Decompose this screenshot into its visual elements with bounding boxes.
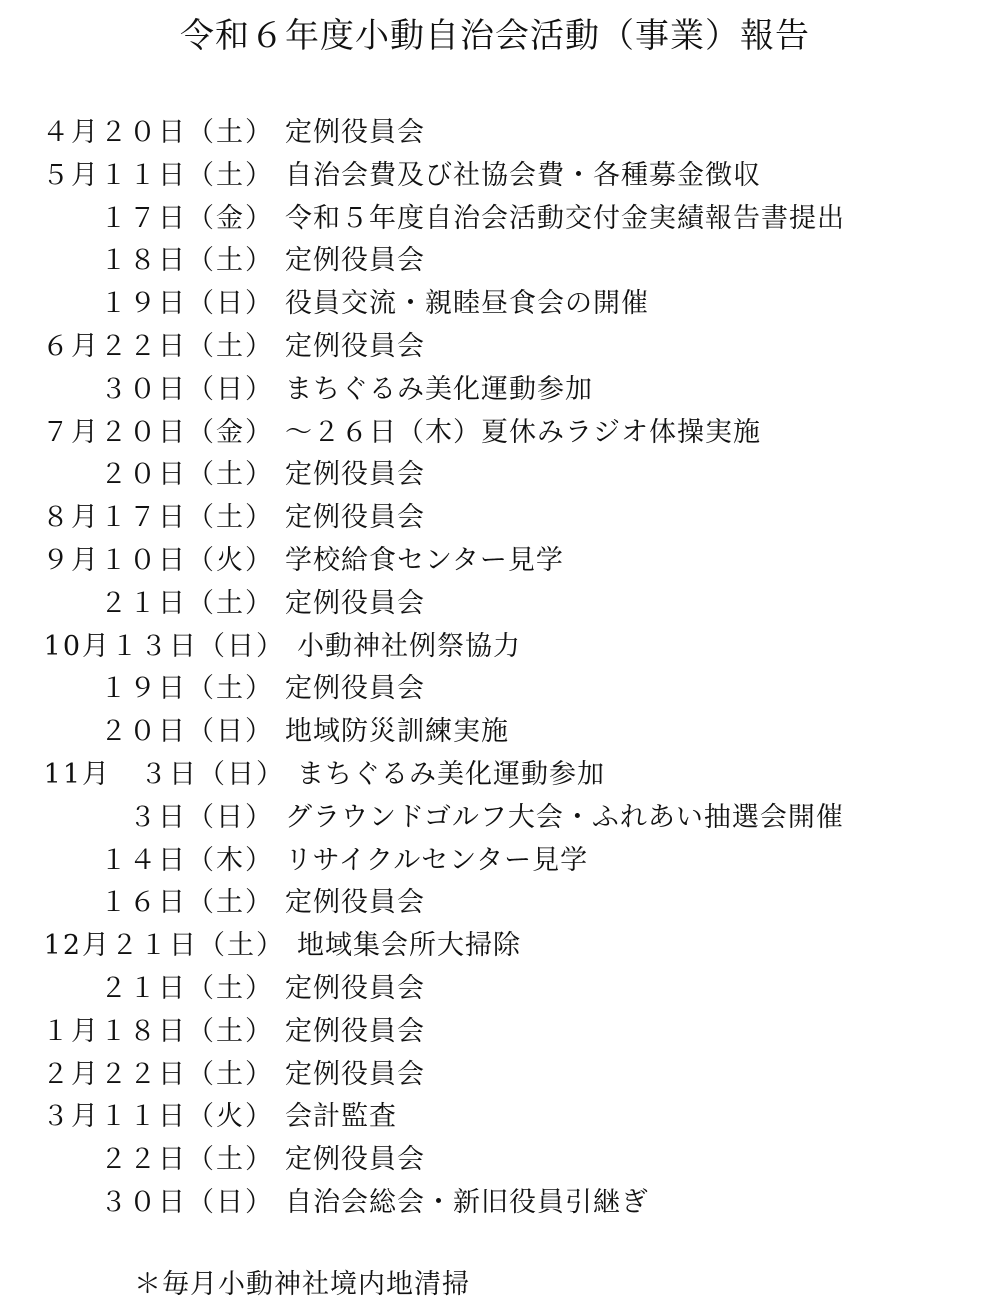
entry-date: 10月１３日（日）	[43, 630, 285, 662]
entry-event: 学校給食センター見学	[285, 544, 564, 576]
entry-event: 定例役員会	[285, 330, 425, 362]
entry-date: ２月２２日（土）	[42, 1058, 274, 1090]
entry-date: ３日（日）	[129, 801, 274, 833]
entry-date: ５月１１日（土）	[42, 159, 274, 191]
entry-date: ２２日（土）	[100, 1144, 274, 1176]
list-item	[0, 626, 990, 669]
entry-date: ３０日（日）	[100, 1186, 274, 1218]
list-item	[0, 925, 990, 968]
entry-event: 定例役員会	[285, 245, 425, 277]
entry-event: 定例役員会	[285, 887, 425, 919]
entry-event: 自治会費及び社協会費・各種募金徴収	[285, 159, 761, 191]
list-item	[0, 882, 990, 925]
entry-date: ４月２０日（土）	[42, 117, 274, 148]
entry-event: 定例役員会	[285, 587, 425, 619]
entry-date: ９月１０日（火）	[42, 544, 274, 576]
list-item	[0, 497, 990, 540]
list-item	[0, 1054, 990, 1097]
entry-event: リサイクルセンター見学	[285, 844, 589, 876]
entry-event: 定例役員会	[285, 502, 425, 534]
list-item	[0, 1139, 990, 1182]
entry-date: 11月 ３日（日）	[43, 758, 285, 790]
entry-event: 小動神社例祭協力	[297, 630, 521, 662]
list-item	[0, 454, 990, 497]
entry-event: 会計監査	[285, 1101, 397, 1133]
entry-date: １９日（日）	[100, 288, 274, 320]
list-item	[0, 540, 990, 583]
entry-event: ～２６日（木）夏休みラジオ体操実施	[285, 416, 761, 448]
entry-date: ２１日（土）	[100, 587, 274, 619]
entry-event: 役員交流・親睦昼食会の開催	[285, 288, 649, 320]
list-item	[0, 968, 990, 1011]
entry-event: 地域集会所大掃除	[297, 930, 521, 962]
list-item	[0, 412, 990, 455]
list-item	[0, 754, 990, 797]
list-item	[0, 1096, 990, 1139]
list-item	[0, 240, 990, 283]
list-item	[0, 668, 990, 711]
entry-event: 地域防災訓練実施	[285, 716, 509, 748]
list-item	[0, 711, 990, 754]
entry-event: 定例役員会	[285, 1144, 425, 1176]
entry-event: 定例役員会	[285, 1015, 425, 1047]
list-item	[0, 840, 990, 883]
list-item	[0, 583, 990, 626]
list-item	[0, 198, 990, 241]
footnote: ＊毎月小動神社境内地清掃	[134, 1269, 470, 1300]
entry-date: １６日（土）	[100, 887, 274, 919]
entry-date: ７月２０日（金）	[42, 416, 274, 448]
list-item	[0, 1011, 990, 1054]
entry-date: ６月２２日（土）	[42, 330, 274, 362]
entry-event: 定例役員会	[285, 117, 425, 148]
entry-date: ３月１１日（火）	[42, 1101, 274, 1133]
list-item	[0, 155, 990, 198]
entry-date: ２０日（土）	[100, 459, 274, 491]
entry-date: ２０日（日）	[100, 716, 274, 748]
entry-event: 自治会総会・新旧役員引継ぎ	[285, 1186, 649, 1218]
entry-event: 定例役員会	[285, 673, 425, 705]
list-item	[0, 1182, 990, 1225]
entry-date: 12月２１日（土）	[43, 930, 285, 962]
entry-event: まちぐるみ美化運動参加	[297, 758, 605, 790]
entry-date: １８日（土）	[100, 245, 274, 277]
list-item	[0, 283, 990, 326]
entry-event: 定例役員会	[285, 1058, 425, 1090]
entry-date: ８月１７日（土）	[42, 502, 274, 534]
entry-event: 定例役員会	[285, 972, 425, 1004]
activity-list	[0, 112, 990, 1225]
page-title: 令和６年度小動自治会活動（事業）報告	[180, 16, 810, 56]
entry-date: １９日（土）	[100, 673, 274, 705]
entry-event: 令和５年度自治会活動交付金実績報告書提出	[285, 202, 845, 234]
entry-date: １７日（金）	[100, 202, 274, 234]
entry-event: まちぐるみ美化運動参加	[285, 373, 593, 405]
entry-event: グラウンドゴルフ大会・ふれあい抽選会開催	[285, 801, 844, 833]
entry-date: ２１日（土）	[100, 972, 274, 1004]
entry-date: １４日（木）	[100, 844, 274, 876]
list-item	[0, 326, 990, 369]
list-item	[0, 797, 990, 840]
entry-event: 定例役員会	[285, 459, 425, 491]
list-item	[0, 112, 990, 155]
list-item	[0, 369, 990, 412]
entry-date: ３０日（日）	[100, 373, 274, 405]
entry-date: １月１８日（土）	[42, 1015, 274, 1047]
